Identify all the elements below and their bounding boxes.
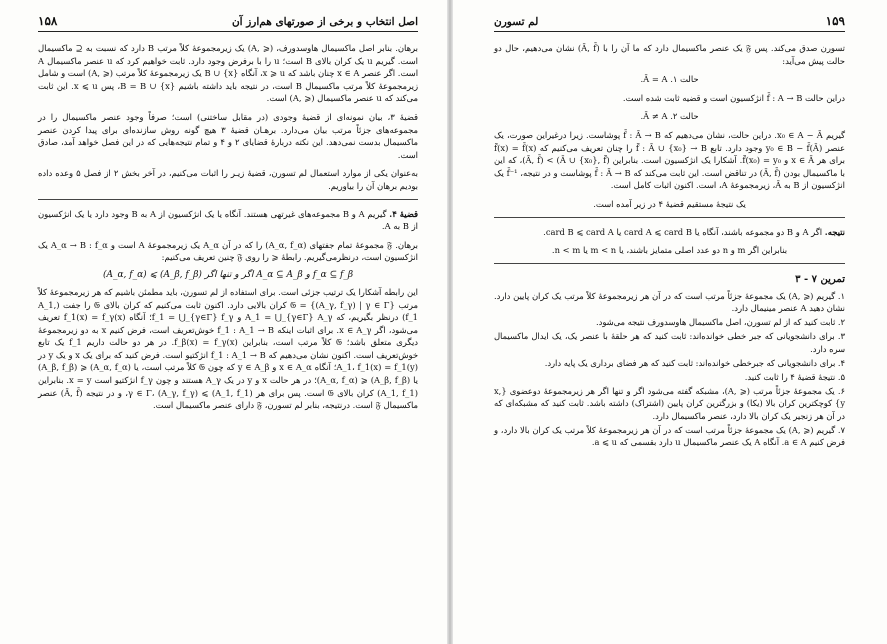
case-1-label: حالت ۱. Ā = A.: [640, 74, 699, 85]
left-para-3: به‌عنوان یکی از موارد استعمال لم تسورن، قضیهٔ زیـر را اثبات می‌کنیم، در آخر بخش ۲ از فصل ۵ وعده داده بودیم برهان آن را بیاوریم.: [38, 168, 419, 191]
right-page-number: ۱۵۹: [825, 14, 845, 28]
exercise-item: ۲. ثابت کنید که از لم تسورن، اصل ماکسیمال هاوسدورف نتیجه می‌شود.: [596, 317, 845, 328]
order-definition-formula: (A_α, f_α) ⩽ (A_β, f_β) اگر و تنها اگر A_α ⊆ A_β و f_α ⊆ f_β: [102, 269, 354, 280]
exercise-item: ۶. یک مجموعهٔ جزئاً مرتب (⩽ ,A)، مشبکه گفته می‌شود اگر و تنها اگر هر زیرمجموعهٔ دوعضوی {x, y} کوچکترین کران بالا (یکا) و بزرگترین کران پایین (اشتراک) داشته باشد. ثابت کنید که مشبکه‌ای که در آن هر زنجیر یک کران بالا دارد، عنصر ماکسیمال دارد.: [494, 386, 845, 421]
left-para-4: برهان. 𝔉 مجموعهٔ تمام جفتهای (A_α, f_α) را که در آن A_α یک زیرمجموعهٔ A است و A_α → B : f_α یک انژکسیون است، درنظرمی‌گیریم. رابطهٔ ⩽ را روی 𝔉 چنین تعریف می‌کنیم:: [38, 239, 418, 263]
left-divider: [38, 199, 418, 200]
right-page: [454, 0, 887, 644]
left-header-title: اصل انتخاب و برخی از صورتهای هم‌ارز آن: [231, 16, 418, 28]
right-para-4: بنابراین اگر m و n دو عدد اصلی متمایز باشند، یا m < n یا n < m.: [551, 245, 788, 256]
theorem-4: [38, 208, 418, 233]
exercise-item: ۳. برای دانشجویانی که جبر خطی خوانده‌اند: ثابت کنید که هر حلقهٔ با عنصر یک، یک ایدال ماکسیمال سره دارد.: [494, 331, 845, 354]
corollary-label: نتیجه.: [824, 226, 845, 237]
case-1-text: دراین حالت f̄ : A → B انژکسیون است و قضیه ثابت شده است.: [622, 92, 845, 103]
case-2-label: حالت ۲. Ā ≠ A.: [640, 111, 699, 122]
left-para-5: این رابطه آشکارا یک ترتیب جزئی است. برای استفاده از لم تسورن، باید مطمئن باشیم که هر زیرمجموعهٔ کلاً مرتب 𝔊 = {(A_γ, f_γ) | γ ∈ Γ} کران بالایی دارد. اکنون ثابت می‌کنیم که کران بالای 𝔊 را جفت (A_1, f_1) درنظر بگیریم، که A_1 = ⋃_{γ∈Γ} A_γ و f_1 = ⋃_{γ∈Γ} f_γ؛ آنگاه f_1(x) = f_γ(x) تعریف می‌شود، اگر x ∈ A_γ. برای اثبات اینکه f_1 : A_1 → B خوش‌تعریف است، فرض کنیم x به دو زیرمجموعهٔ دیگری متعلق باشد؛ 𝔊 کلاً مرتب است، بنابراین f_β(x) = f_γ(x). در هر دو حالت داریم f_1 یک تابع خوش‌تعریف است. اکنون نشان می‌دهیم که f_1 : A_1 → B انژکتیو است. فرض کنید که برای یک x و یک y در A_1، f_1(x) = f_1(y)؛ آنگاه x ∈ A_α و y ∈ A_β که چون 𝔊 کلاً مرتب است، یا (A_α, f_α) ⩽ (A_β, f_β) یا (A_β, f_β) ⩽ (A_α, f_α)؛ در هر حالت x و y در یک A_γ هستند و چون f_γ انژکتیو است x = y. بنابراین (A_1, f_1) کران بالای 𝔊 است. پس برای هر γ ∈ Γ، (A_γ, f_γ) ⩽ (A_1, f_1)، و در نتیجه (Ā, f̄) عنصر ماکسیمال 𝔉 است. درنتیجه، بنابر لم تسورن، 𝔉 دارای عنصر ماکسیمال است.: [38, 286, 419, 411]
exercise-item: ۷. گیریم (⩽ ,A) یک مجموعهٔ جزئاً مرتب است که در آن هر زیرمجموعهٔ کلاً مرتب یک کران بالا دارد، و فرض کنیم a ∈ A. آنگاه A یک عنصر ماکسیمال u دارد بقسمی که a ⩽ u.: [494, 424, 845, 447]
exercise-item: ۱. گیریم (⩽ ,A) یک مجموعهٔ جزئاً مرتب است که در آن هر زیرمجموعهٔ کلاً مرتب یک کران پایین دارد. نشان دهید A عنصر مینیمال دارد.: [494, 290, 845, 313]
exercises-list: [494, 290, 845, 448]
corollary-text: اگر A و B دو مجموعه باشند، آنگاه یا card A ⩽ card B یا card B ⩽ card A.: [543, 226, 823, 237]
right-divider-2: [494, 263, 845, 264]
right-page-header: [494, 14, 845, 32]
left-para-1: برهان. بنابر اصل ماکسیمال هاوسدورف، (⩽ ,A) یک زیرمجموعهٔ کلاً مرتب B دارد که نسبت به ⊆ ماکسیمال است. گیریم u یک کران بالای B است؛ u را با برفرض وجود دارد. ثابت خواهیم کرد که u عنصر ماکسیمال A است. اگر عنصر x ∈ A چنان باشد که x ⩾ u، آنگاه B ∪ {x} یک زیرمجموعهٔ کلاً مرتب (⩽ ,A) است و شامل زیرمجموعهٔ کلاً مرتب ماکسیمال B است، در نتیجه باید داشته باشیم B = B ∪ {x}، پس x ⩽ u. این ثابت می‌کند که u عنصر ماکسیمال (⩽ ,A) است.: [38, 43, 419, 104]
right-para-2: گیریم x₀ ∈ A − Ā. دراین حالت، نشان می‌دهیم که f̄ : Ā → B پوشاست. زیرا درغیراین صورت، یک عنصر y₀ ∈ B − f̄(Ā) وجود دارد. تابع f̃ : Ā ∪ {x₀} → B را چنان تعریف می‌کنیم که f̃(x) = f̄(x) برای هر x ∈ Ā و f̃(x₀) = y₀. آشکارا یک انژکسیون است. بنابراین (Ā ∪ {x₀}, f̃) > (Ā, f̄)، که این با ماکسیمال بودن (Ā, f̄) در تناقض است. این ثابت می‌کند که f̄ : Ā → B پوشاست و در نتیجه، f̄⁻¹ یک انژکسیون از B به Ā، زیرمجموعهٔ A، است. اکنون اثبات کامل است.: [494, 129, 846, 191]
exercises-title: تمرین ۷ - ۳: [795, 273, 845, 285]
exercise-item: ۵. نتیجهٔ قضیهٔ ۴ را ثابت کنید.: [744, 371, 845, 382]
exercise-item: ۴. برای دانشجویانی که جبرخطی خوانده‌اند: ثابت کنید که هر فضای برداری یک پایه دارد.: [544, 357, 845, 368]
right-para-1: تسورن صدق می‌کند. پس 𝔉 یک عنصر ماکسیمال دارد که ما آن را با (Ā, f̄) نشان می‌دهیم، حال دو حالت پیش می‌آید:: [494, 43, 845, 66]
left-para-2: قضیهٔ ۳، بیان نمونه‌ای از قضیهٔ وجودی (در مقابل ساختنی) است؛ صرفاً وجود عنصر ماکسیمال را در مجموعه‌های جزئاً مرتب بیان می‌دارد. برهـان قضیهٔ ۳ هیچ گونه روش سازنده‌ای برای پیدا کردن عنصر ماکسیمال بدست نمی‌دهد. این نکته دربارهٔ قضایای ۲ و ۴ و تمام نتیجه‌هایی که در این فصل خواهد آمد، صادق است.: [38, 111, 418, 160]
theorem-4-text: گیریم A و B مجموعه‌های غیرتهی هستند. آنگاه یا یک انژکسیون از A به B وجود دارد یا یک انژکسیون از B به A.: [38, 208, 418, 232]
corollary: [494, 226, 845, 239]
right-header-title: لم تسورن: [494, 16, 539, 28]
theorem-4-label: قضیهٔ ۴.: [389, 208, 418, 219]
right-divider-1: [494, 217, 845, 218]
book-gutter: [447, 0, 453, 644]
right-para-3: یک نتیجهٔ مستقیم قضیهٔ ۴ در زیر آمده است.: [593, 198, 746, 209]
left-page-header: [38, 14, 418, 32]
left-page-number: ۱۵۸: [38, 14, 58, 28]
